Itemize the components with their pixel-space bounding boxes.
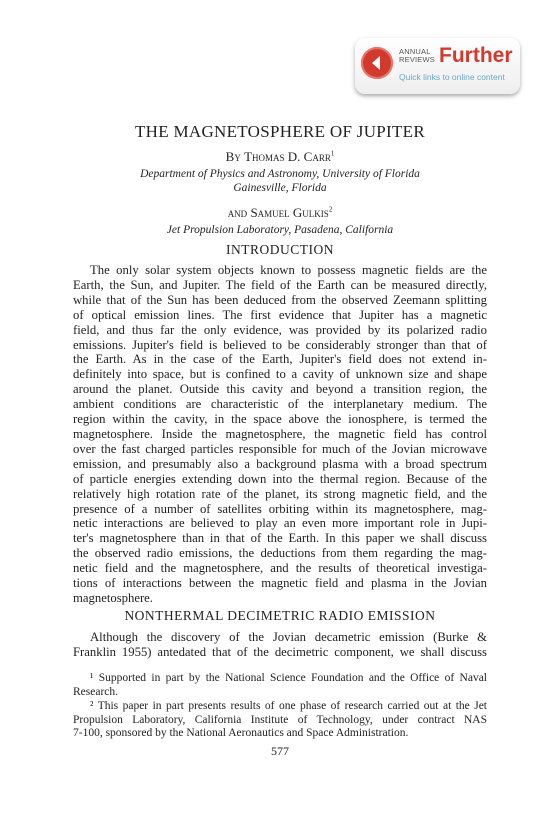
text-line: emission, and presumably also a background plasma with a broad spectrum	[73, 456, 487, 471]
annual-reviews-wordmark	[399, 48, 435, 64]
text-line: magnetosphere. Inside the magnetosphere, the magnetic field has control	[73, 426, 487, 441]
author-2-and: and	[227, 205, 248, 220]
badge-title: Further	[439, 44, 513, 67]
badge-subtitle: Quick links to online content	[399, 72, 505, 82]
text-line: definitely into space, but is confined to a cavity of unknown size and shape	[73, 367, 487, 382]
text-line: The only solar system objects known to possess magnetic fields are the	[90, 263, 487, 277]
footnote-1	[73, 672, 487, 699]
affiliation-1-line-2: Gainesville, Florida	[233, 182, 327, 194]
footnote-line: ² This paper in part presents results of one phase of research carried out at the Jet	[90, 700, 487, 712]
text-line: of particle energies extending down into the thermal region. Because of the	[73, 471, 487, 486]
text-line: ambient conditions are characteristic of the interplanetary medium. The	[73, 397, 487, 412]
author-1	[60, 149, 500, 165]
decimetric-paragraph	[73, 630, 487, 660]
text-line: the observed radio emissions, the deductions from them regarding the mag-	[73, 546, 487, 561]
author-1-name: Thomas D. Carr	[244, 149, 331, 164]
section-heading-decimetric: NONTHERMAL DECIMETRIC RADIO EMISSION	[124, 608, 436, 623]
badge-annual: ANNUAL	[399, 47, 431, 56]
text-line: ter's magnetosphere than in that of the Earth. In this paper we shall discuss	[73, 531, 487, 546]
text-line: magnetosphere.	[73, 590, 153, 605]
text-line: emissions. Jupiter's field is believed to be considerably stronger than that of	[73, 337, 487, 352]
footnote-line: Research.	[73, 685, 119, 698]
article-title: THE MAGNETOSPHERE OF JUPITER	[134, 122, 426, 141]
text-line: Although the discovery of the Jovian decametric emission (Burke &	[90, 630, 487, 644]
text-line: Franklin 1955) antedated that of the decimetric component, we shall discuss	[73, 644, 487, 659]
author-2	[60, 205, 500, 221]
text-line: relatively high rotation rate of the planet, its strong magnetic field, and the	[73, 486, 487, 501]
affiliation-1-line-1: Department of Physics and Astronomy, University of Florida	[140, 168, 420, 180]
text-line: around the planet. Outside this cavity and beyond a transition region, the	[73, 382, 487, 397]
author-1-by: By	[225, 149, 241, 164]
footnote-line: ¹ Supported in part by the National Science Foundation and the Office of Naval	[90, 672, 487, 684]
footnote-line: Propulsion Laboratory, California Institute of Technology, under contract NAS	[73, 713, 487, 726]
badge-reviews: REVIEWS	[399, 55, 435, 64]
section-heading-introduction: INTRODUCTION	[226, 242, 334, 257]
text-line: netic interactions are believed to play an even more important role in Jupi-	[73, 516, 487, 531]
text-line: region within the cavity, in the space above the ionosphere, is termed the	[73, 412, 487, 427]
author-1-footnote-mark: 1	[330, 149, 335, 158]
page-number: 577	[271, 744, 289, 758]
text-line: of optical emission lines. The first evidence that Jupiter has a magnetic	[73, 307, 487, 322]
text-line: presence of a number of satellites orbiting within its magnetosphere, mag-	[73, 501, 487, 516]
text-line: netic field and the magnetosphere, and the results of theoretical investiga-	[73, 561, 487, 576]
further-badge[interactable]	[355, 38, 520, 94]
author-2-name: Samuel Gulkis	[250, 205, 329, 220]
text-line: the Earth. As in the case of the Earth, Jupiter's field does not extend in-	[73, 352, 487, 367]
footnote-line: 7-100, sponsored by the National Aeronautics and Space Administration.	[73, 727, 409, 740]
text-line: while that of the Sun has been deduced from the observed Zeemann splitting	[73, 292, 487, 307]
affiliation-2: Jet Propulsion Laboratory, Pasadena, California	[166, 224, 394, 236]
footnote-2	[73, 700, 487, 741]
text-line: Earth, the Sun, and Jupiter. The field of the Earth can be measured directly,	[73, 277, 487, 292]
introduction-paragraph	[73, 263, 487, 606]
annual-reviews-logo-icon	[361, 47, 393, 79]
author-2-footnote-mark: 2	[328, 205, 333, 214]
text-line: tions of interactions between the magnetic field and plasma in the Jovian	[73, 576, 487, 591]
text-line: field, and thus far the only evidence, was provided by its polarized radio	[73, 322, 487, 337]
text-line: over the fast charged particles responsible for much of the Jovian microwave	[73, 441, 487, 456]
